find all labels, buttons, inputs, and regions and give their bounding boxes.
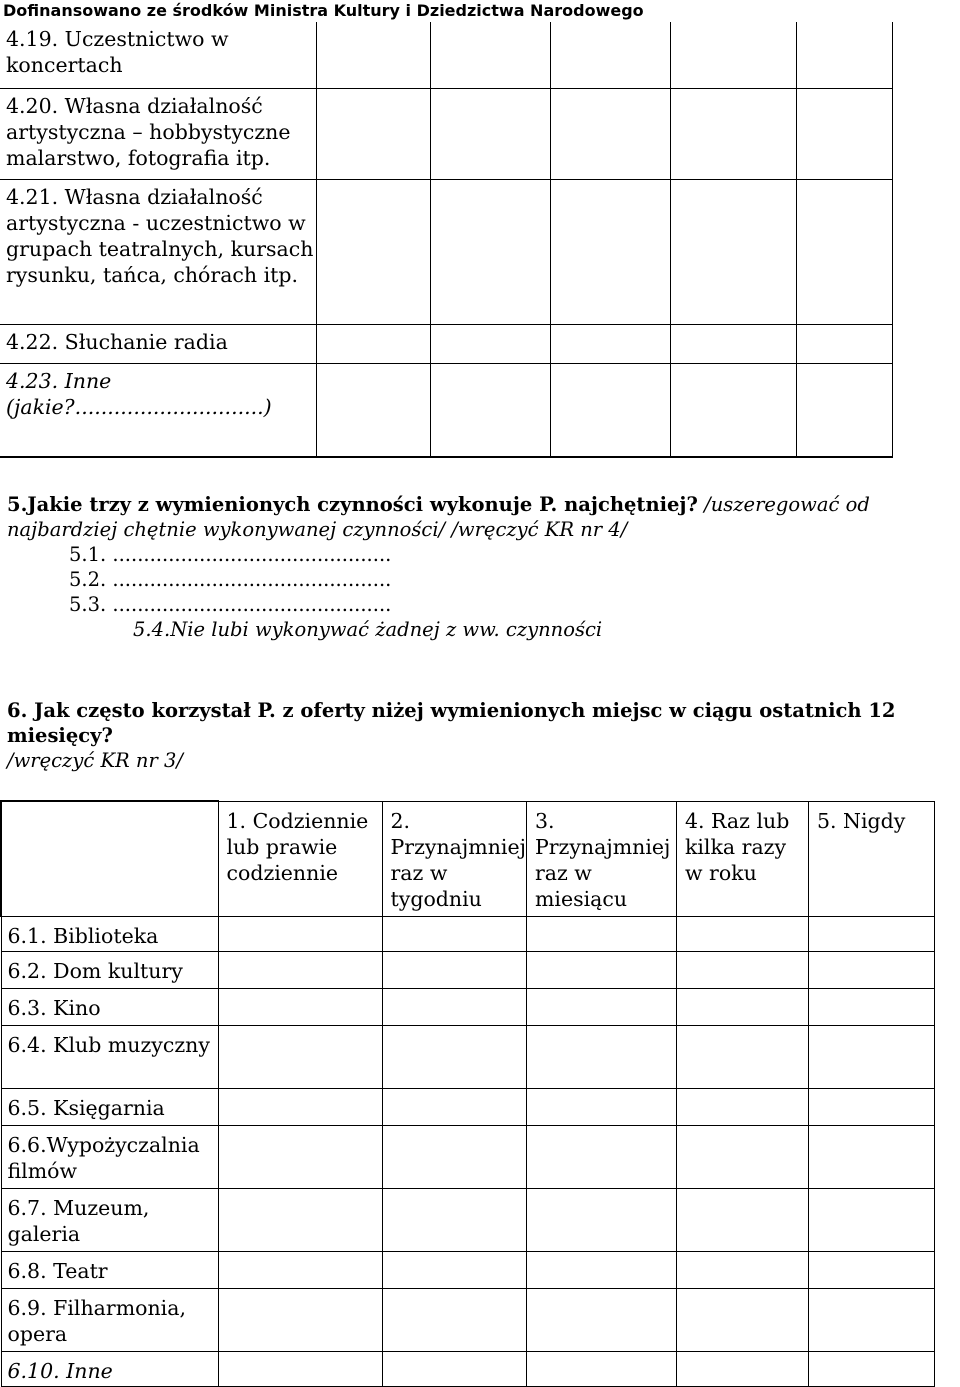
frequency-cell[interactable] (218, 989, 382, 1026)
frequency-cell[interactable] (382, 1289, 526, 1352)
frequency-cell[interactable] (676, 1352, 808, 1387)
column-header: 5. Nigdy (808, 801, 934, 917)
activity-row (0, 325, 892, 364)
frequency-cell[interactable] (218, 1289, 382, 1352)
activity-row (0, 180, 892, 325)
answer-5-1[interactable]: 5.1. ............................................. (69, 543, 392, 566)
frequency-cell[interactable] (808, 917, 934, 952)
frequency-cell[interactable] (218, 917, 382, 952)
answer-5-2[interactable]: 5.2. ............................................. (69, 568, 392, 591)
frequency-cell[interactable] (526, 1089, 676, 1126)
question-5 (7, 492, 952, 642)
frequency-cell[interactable] (676, 1026, 808, 1089)
activity-label: 4.20. Własna działalność artystyczna – hobbystyczne malarstwo, fotografia itp. (0, 89, 316, 180)
place-row (1, 1352, 934, 1387)
activity-row (0, 89, 892, 180)
frequency-cell[interactable] (526, 989, 676, 1026)
frequency-cell[interactable] (382, 1352, 526, 1387)
frequency-cell[interactable] (526, 952, 676, 989)
answer-cell[interactable] (796, 89, 892, 180)
answer-cell[interactable] (316, 22, 430, 89)
answer-cell[interactable] (430, 22, 550, 89)
answer-cell[interactable] (316, 364, 430, 458)
place-row (1, 1089, 934, 1126)
frequency-cell[interactable] (382, 1126, 526, 1189)
question-6-title: 6. Jak często korzystał P. z oferty niżej wymienionych miejsc w ciągu ostatnich 12 miesięcy? (7, 699, 896, 747)
place-row (1, 1252, 934, 1289)
column-header: 1. Codziennie lub prawie codziennie (218, 801, 382, 917)
place-row (1, 1189, 934, 1252)
frequency-cell[interactable] (808, 1252, 934, 1289)
frequency-cell[interactable] (218, 1189, 382, 1252)
frequency-cell[interactable] (808, 1026, 934, 1089)
place-row (1, 1126, 934, 1189)
answer-cell[interactable] (316, 325, 430, 364)
place-label: 6.5. Księgarnia (1, 1089, 218, 1126)
place-row (1, 1289, 934, 1352)
frequency-cell[interactable] (218, 952, 382, 989)
place-row (1, 952, 934, 989)
frequency-cell[interactable] (676, 1189, 808, 1252)
frequency-cell[interactable] (218, 1026, 382, 1089)
frequency-cell[interactable] (526, 1126, 676, 1189)
frequency-cell[interactable] (218, 1352, 382, 1387)
frequency-cell[interactable] (808, 1289, 934, 1352)
answer-cell[interactable] (430, 325, 550, 364)
question-6 (7, 698, 957, 773)
answer-cell[interactable] (796, 325, 892, 364)
frequency-cell[interactable] (382, 952, 526, 989)
funding-banner: Dofinansowano ze środków Ministra Kultury i Dziedzictwa Narodowego (3, 1, 644, 20)
frequency-cell[interactable] (218, 1126, 382, 1189)
frequency-cell[interactable] (676, 917, 808, 952)
place-label: 6.9. Filharmonia, opera (1, 1289, 218, 1352)
frequency-cell[interactable] (382, 1252, 526, 1289)
frequency-cell[interactable] (676, 1289, 808, 1352)
answer-cell[interactable] (550, 325, 670, 364)
frequency-cell[interactable] (526, 1289, 676, 1352)
answer-5-3[interactable]: 5.3. ............................................. (69, 593, 392, 616)
answer-cell[interactable] (550, 89, 670, 180)
frequency-cell[interactable] (676, 1252, 808, 1289)
answer-cell[interactable] (670, 180, 796, 325)
place-label: 6.4. Klub muzyczny (1, 1026, 218, 1089)
frequency-cell[interactable] (526, 1252, 676, 1289)
question-5-title: 5.Jakie trzy z wymienionych czynności wykonuje P. najchętniej? (7, 493, 698, 516)
place-row (1, 989, 934, 1026)
header-corner-cell (1, 801, 218, 917)
answer-cell[interactable] (670, 364, 796, 458)
column-header: 4. Raz lub kilka razy w roku (676, 801, 808, 917)
answer-cell[interactable] (796, 364, 892, 458)
answer-cell[interactable] (316, 180, 430, 325)
frequency-cell[interactable] (526, 1352, 676, 1387)
place-label: 6.6.Wypożyczalnia filmów (1, 1126, 218, 1189)
frequency-cell[interactable] (526, 1026, 676, 1089)
frequency-cell[interactable] (382, 1189, 526, 1252)
answer-cell[interactable] (670, 325, 796, 364)
activity-label: 4.21. Własna działalność artystyczna - uczestnictwo w grupach teatralnych, kursach rysunku, tańca, chórach itp. (0, 180, 316, 325)
frequency-cell[interactable] (808, 1126, 934, 1189)
frequency-cell[interactable] (676, 1089, 808, 1126)
frequency-cell[interactable] (218, 1252, 382, 1289)
frequency-cell[interactable] (676, 952, 808, 989)
place-label: 6.1. Biblioteka (1, 917, 218, 952)
activity-label: 4.22. Słuchanie radia (0, 325, 316, 364)
frequency-cell[interactable] (218, 1089, 382, 1126)
question-6-instruction: /wręczyć KR nr 3/ (7, 749, 183, 772)
frequency-cell[interactable] (808, 1089, 934, 1126)
frequency-cell[interactable] (382, 1026, 526, 1089)
question-5-instruction: /uszeregować od najbardziej chętnie wykonywanej czynności/ /wręczyć KR nr 4/ (7, 493, 870, 541)
header-row (1, 801, 934, 917)
answer-cell[interactable] (670, 22, 796, 89)
answer-cell[interactable] (670, 89, 796, 180)
frequency-cell[interactable] (526, 917, 676, 952)
frequency-cell[interactable] (382, 917, 526, 952)
frequency-cell[interactable] (808, 1352, 934, 1387)
answer-cell[interactable] (430, 89, 550, 180)
frequency-cell[interactable] (382, 1089, 526, 1126)
place-label: 6.7. Muzeum, galeria (1, 1189, 218, 1252)
activity-row (0, 364, 892, 458)
answer-cell[interactable] (316, 89, 430, 180)
places-frequency-table (0, 800, 935, 1387)
place-row (1, 1026, 934, 1089)
answer-cell[interactable] (550, 364, 670, 458)
place-label: 6.10. Inne (1, 1352, 218, 1387)
frequency-cell[interactable] (382, 989, 526, 1026)
activities-table (0, 22, 893, 458)
activity-label: 4.23. Inne (jakie?.............................) (0, 364, 316, 458)
frequency-cell[interactable] (676, 1126, 808, 1189)
column-header: 3. Przynajmniej raz w miesiącu (526, 801, 676, 917)
activity-row (0, 22, 892, 89)
answer-cell[interactable] (550, 22, 670, 89)
answer-cell[interactable] (796, 22, 892, 89)
answer-cell[interactable] (550, 180, 670, 325)
frequency-cell[interactable] (808, 952, 934, 989)
frequency-cell[interactable] (526, 1189, 676, 1252)
column-header: 2. Przynajmniej raz w tygodniu (382, 801, 526, 917)
place-label: 6.2. Dom kultury (1, 952, 218, 989)
answer-cell[interactable] (796, 180, 892, 325)
place-row (1, 917, 934, 952)
place-label: 6.8. Teatr (1, 1252, 218, 1289)
frequency-cell[interactable] (808, 989, 934, 1026)
answer-5-4: 5.4.Nie lubi wykonywać żadnej z ww. czynności (133, 618, 603, 641)
answer-cell[interactable] (430, 364, 550, 458)
frequency-cell[interactable] (808, 1189, 934, 1252)
frequency-cell[interactable] (676, 989, 808, 1026)
place-label: 6.3. Kino (1, 989, 218, 1026)
activity-label: 4.19. Uczestnictwo w koncertach (0, 22, 316, 89)
answer-cell[interactable] (430, 180, 550, 325)
